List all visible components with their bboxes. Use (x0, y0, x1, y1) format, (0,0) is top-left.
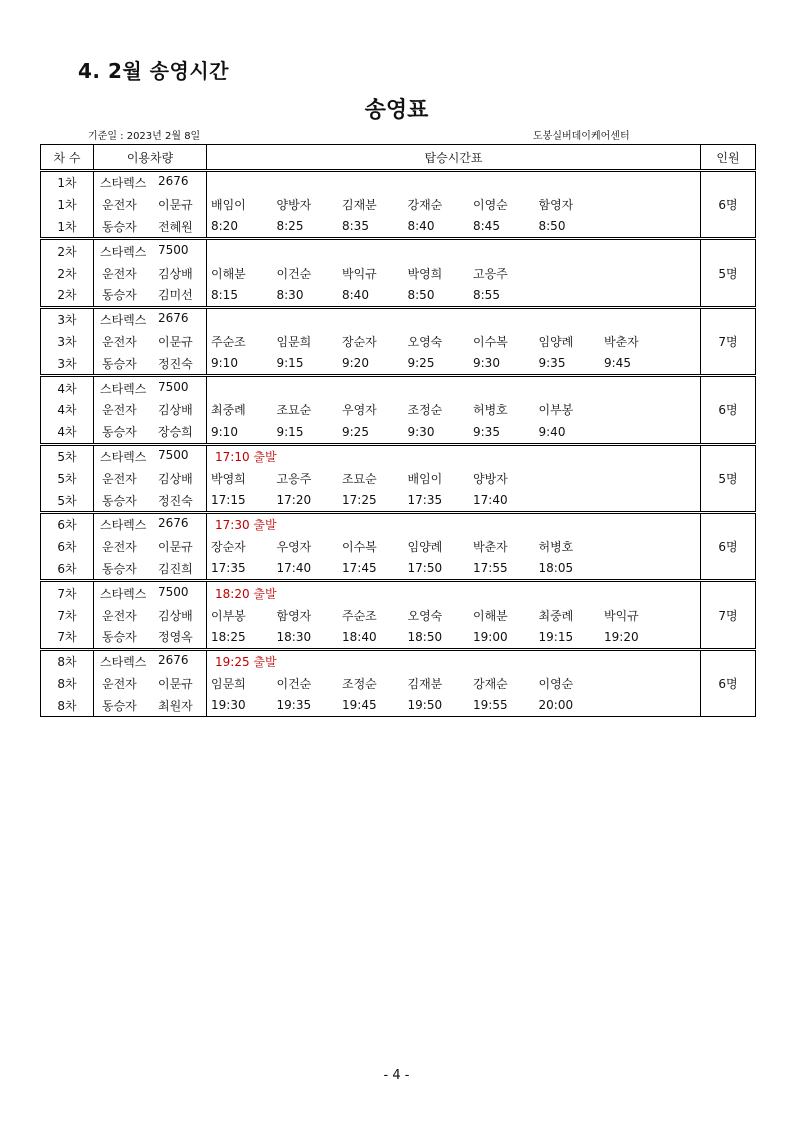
base-date: 기준일 : 2023년 2월 8일 (88, 131, 201, 142)
trip-label: 6차 (41, 512, 94, 535)
passenger-name: 강재순 (407, 198, 443, 213)
trip-label: 4차 (41, 399, 94, 421)
passenger-name: 박춘자 (604, 334, 639, 349)
aide-name: 정영옥 (158, 630, 193, 645)
passenger-name: 임양례 (538, 334, 574, 349)
aide-cell (94, 489, 207, 512)
passenger-name: 조묘순 (342, 471, 377, 486)
trip-label: 8차 (41, 673, 94, 695)
driver-name: 김상배 (158, 608, 193, 623)
vehicle-cell (94, 649, 207, 672)
passenger-name: 박영희 (407, 266, 443, 281)
aide-name: 최원자 (158, 698, 193, 713)
trip-group-row (41, 376, 756, 399)
aide-cell (94, 421, 207, 444)
passenger-name: 최중례 (211, 403, 246, 418)
passenger-name: 장순자 (342, 334, 377, 349)
passenger-name: 이부봉 (211, 608, 246, 623)
passenger-name: 함영자 (538, 198, 574, 213)
aide-role: 동승자 (102, 630, 137, 645)
pickup-time: 17:55 (473, 561, 508, 576)
aide-cell (94, 352, 207, 375)
passenger-name: 오영숙 (407, 334, 443, 349)
driver-role: 운전자 (102, 676, 137, 691)
passenger-name: 박춘자 (473, 540, 508, 555)
pickup-time: 8:40 (407, 219, 435, 234)
driver-role: 운전자 (102, 471, 137, 486)
header-schedule: 탑승시간표 (207, 145, 701, 171)
vehicle-cell (94, 512, 207, 535)
vehicle-cell (94, 239, 207, 262)
passenger-name: 이건순 (276, 266, 312, 281)
aide-cell (94, 626, 207, 649)
pickup-time: 17:45 (342, 561, 377, 576)
aide-name: 장승희 (158, 425, 193, 440)
passenger-name: 우영자 (276, 540, 312, 555)
departure-cell (207, 307, 701, 330)
passenger-count: 7명 (701, 581, 756, 649)
passenger-count: 6명 (701, 376, 756, 444)
car-number: 2676 (158, 653, 189, 668)
pickup-time: 8:45 (473, 219, 500, 234)
pickup-time: 9:25 (407, 356, 435, 371)
aide-role: 동승자 (102, 425, 137, 440)
passenger-name: 이해분 (473, 608, 508, 623)
pickup-time: 8:20 (211, 219, 238, 234)
trip-label: 3차 (41, 331, 94, 353)
passenger-name: 강재순 (473, 676, 508, 691)
aide-cell (94, 216, 207, 239)
passenger-name: 오영숙 (407, 608, 443, 623)
pickup-time: 9:30 (473, 356, 500, 371)
passenger-name: 허병호 (473, 403, 508, 418)
pickup-time: 19:20 (604, 629, 639, 644)
section-title: 4. 2월 송영시간 (78, 59, 229, 83)
passenger-name: 주순조 (211, 334, 246, 349)
passenger-name: 박익규 (342, 266, 377, 281)
aide-name: 정진숙 (158, 356, 193, 371)
pickup-time: 19:45 (342, 698, 377, 713)
vehicle-name: 스타렉스 (100, 176, 147, 191)
departure-cell (207, 512, 701, 535)
driver-name: 김상배 (158, 266, 193, 281)
pickup-time: 9:15 (276, 356, 304, 371)
passenger-name: 최중례 (538, 608, 574, 623)
pickup-time: 17:25 (342, 493, 377, 508)
trip-names-row (41, 604, 756, 626)
driver-role: 운전자 (102, 540, 137, 555)
names-cell (207, 399, 701, 421)
departure-note (211, 244, 215, 258)
trip-names-row (41, 262, 756, 284)
departure-note: 19:25 출발 (215, 655, 277, 670)
center-name: 도봉실버데이케어센터 (533, 131, 630, 142)
trip-group-row (41, 581, 756, 604)
trip-label: 8차 (41, 649, 94, 672)
trip-times-row (41, 421, 756, 444)
pickup-time: 8:30 (276, 287, 304, 302)
pickup-time: 17:35 (407, 493, 443, 508)
trip-label: 1차 (41, 194, 94, 216)
trip-label: 7차 (41, 626, 94, 649)
pickup-time: 8:55 (473, 287, 500, 302)
driver-name: 김상배 (158, 471, 193, 486)
trip-label: 3차 (41, 352, 94, 375)
departure-cell (207, 444, 701, 467)
passenger-name: 이해분 (211, 266, 246, 281)
passenger-count: 6명 (701, 512, 756, 580)
driver-cell (94, 536, 207, 558)
car-number: 7500 (158, 379, 189, 394)
pickup-time: 9:10 (211, 424, 238, 439)
trip-label: 8차 (41, 694, 94, 716)
passenger-name: 함영자 (276, 608, 312, 623)
driver-role: 운전자 (102, 608, 137, 623)
aide-role: 동승자 (102, 356, 137, 371)
passenger-name: 이수복 (473, 334, 508, 349)
vehicle-cell (94, 171, 207, 194)
page-number: - 4 - (383, 1068, 410, 1083)
departure-cell (207, 376, 701, 399)
trip-names-row (41, 673, 756, 695)
vehicle-name: 스타렉스 (100, 655, 147, 670)
pickup-time: 17:15 (211, 493, 246, 508)
trip-group-row (41, 239, 756, 262)
car-number: 7500 (158, 584, 189, 599)
car-number: 2676 (158, 516, 189, 531)
aide-role: 동승자 (102, 493, 137, 508)
pickup-time: 17:20 (276, 493, 312, 508)
trip-label: 2차 (41, 262, 94, 284)
trip-label: 5차 (41, 444, 94, 467)
passenger-name: 고응주 (276, 471, 312, 486)
driver-name: 이문규 (158, 540, 193, 555)
times-cell (207, 421, 701, 444)
trip-label: 5차 (41, 467, 94, 489)
car-number: 2676 (158, 311, 189, 326)
trip-times-row (41, 489, 756, 512)
aide-role: 동승자 (102, 698, 137, 713)
aide-name: 김미선 (158, 288, 193, 303)
aide-cell (94, 694, 207, 716)
table-header-row (41, 145, 756, 171)
passenger-name: 이부봉 (538, 403, 574, 418)
trip-names-row (41, 399, 756, 421)
passenger-name: 조정순 (407, 403, 443, 418)
times-cell (207, 489, 701, 512)
car-number: 7500 (158, 242, 189, 257)
trip-names-row (41, 331, 756, 353)
trip-group-row (41, 307, 756, 330)
pickup-time: 18:05 (538, 561, 574, 576)
header-vehicle: 이용차량 (94, 145, 207, 171)
passenger-count: 6명 (701, 171, 756, 239)
aide-role: 동승자 (102, 288, 137, 303)
names-cell (207, 536, 701, 558)
departure-cell (207, 581, 701, 604)
pickup-time: 19:30 (211, 698, 246, 713)
trip-label: 4차 (41, 421, 94, 444)
pickup-time: 19:50 (407, 698, 443, 713)
trip-times-row (41, 216, 756, 239)
vehicle-name: 스타렉스 (100, 586, 147, 601)
trip-label: 1차 (41, 216, 94, 239)
departure-note (211, 176, 215, 190)
aide-cell (94, 284, 207, 307)
trip-label: 7차 (41, 581, 94, 604)
pickup-time: 19:15 (538, 629, 574, 644)
driver-cell (94, 604, 207, 626)
departure-note: 17:10 출발 (215, 449, 277, 464)
passenger-name: 김재분 (342, 198, 377, 213)
vehicle-name: 스타렉스 (100, 449, 147, 464)
driver-cell (94, 399, 207, 421)
departure-cell (207, 239, 701, 262)
car-number: 2676 (158, 174, 189, 189)
passenger-name: 양방자 (473, 471, 508, 486)
passenger-name: 양방자 (276, 198, 312, 213)
aide-name: 정진숙 (158, 493, 193, 508)
trip-times-row (41, 694, 756, 716)
pickup-time: 9:40 (538, 424, 566, 439)
driver-name: 이문규 (158, 334, 193, 349)
times-cell (207, 284, 701, 307)
departure-cell (207, 649, 701, 672)
passenger-name: 고응주 (473, 266, 508, 281)
vehicle-cell (94, 307, 207, 330)
trip-label: 7차 (41, 604, 94, 626)
passenger-name: 장순자 (211, 540, 246, 555)
driver-cell (94, 331, 207, 353)
passenger-name: 임문희 (211, 676, 246, 691)
vehicle-name: 스타렉스 (100, 381, 147, 396)
driver-cell (94, 194, 207, 216)
aide-cell (94, 558, 207, 581)
pickup-time: 9:15 (276, 424, 304, 439)
trip-label: 5차 (41, 489, 94, 512)
aide-name: 김진희 (158, 561, 193, 576)
departure-note: 18:20 출발 (215, 586, 277, 601)
pickup-time: 18:50 (407, 629, 443, 644)
trip-label: 6차 (41, 558, 94, 581)
driver-cell (94, 262, 207, 284)
pickup-time: 8:15 (211, 287, 238, 302)
times-cell (207, 216, 701, 239)
trip-names-row (41, 536, 756, 558)
trip-times-row (41, 352, 756, 375)
driver-name: 이문규 (158, 198, 193, 213)
passenger-name: 주순조 (342, 608, 377, 623)
pickup-time: 9:30 (407, 424, 435, 439)
pickup-time: 19:35 (276, 698, 312, 713)
driver-name: 김상배 (158, 403, 193, 418)
pickup-time: 17:35 (211, 561, 246, 576)
passenger-count: 5명 (701, 239, 756, 307)
passenger-name: 배임이 (407, 471, 443, 486)
pickup-time: 17:50 (407, 561, 443, 576)
vehicle-cell (94, 581, 207, 604)
trip-label: 3차 (41, 307, 94, 330)
passenger-name: 박익규 (604, 608, 639, 623)
trip-names-row (41, 194, 756, 216)
aide-role: 동승자 (102, 219, 137, 234)
trip-group-row (41, 649, 756, 672)
pickup-time: 17:40 (276, 561, 312, 576)
departure-cell (207, 171, 701, 194)
passenger-name: 박영희 (211, 471, 246, 486)
passenger-name: 허병호 (538, 540, 574, 555)
passenger-count: 7명 (701, 307, 756, 375)
times-cell (207, 626, 701, 649)
driver-name: 이문규 (158, 676, 193, 691)
pickup-time: 9:20 (342, 356, 369, 371)
pickup-time: 19:00 (473, 629, 508, 644)
pickup-time: 18:40 (342, 629, 377, 644)
pickup-time: 8:35 (342, 219, 369, 234)
driver-role: 운전자 (102, 266, 137, 281)
trip-group-row (41, 171, 756, 194)
vehicle-cell (94, 444, 207, 467)
pickup-time: 9:10 (211, 356, 238, 371)
names-cell (207, 194, 701, 216)
names-cell (207, 673, 701, 695)
pickup-time: 8:50 (407, 287, 435, 302)
trip-times-row (41, 558, 756, 581)
names-cell (207, 604, 701, 626)
pickup-time: 18:25 (211, 629, 246, 644)
pickup-time: 20:00 (538, 698, 574, 713)
header-count: 인원 (701, 145, 756, 171)
vehicle-name: 스타렉스 (100, 313, 147, 328)
vehicle-cell (94, 376, 207, 399)
pickup-time: 9:45 (604, 356, 631, 371)
car-number: 7500 (158, 447, 189, 462)
passenger-name: 이건순 (276, 676, 312, 691)
trip-label: 4차 (41, 376, 94, 399)
passenger-name: 임문희 (276, 334, 312, 349)
driver-role: 운전자 (102, 334, 137, 349)
passenger-count: 6명 (701, 649, 756, 716)
driver-cell (94, 467, 207, 489)
pickup-time: 18:30 (276, 629, 312, 644)
passenger-name: 배임이 (211, 198, 246, 213)
departure-note: 17:30 출발 (215, 518, 277, 533)
pickup-time: 9:35 (538, 356, 566, 371)
passenger-name: 이수복 (342, 540, 377, 555)
document-title: 송영표 (364, 98, 429, 123)
driver-cell (94, 673, 207, 695)
driver-role: 운전자 (102, 403, 137, 418)
passenger-name: 임양례 (407, 540, 443, 555)
trip-label: 1차 (41, 171, 94, 194)
aide-role: 동승자 (102, 561, 137, 576)
passenger-name: 김재분 (407, 676, 443, 691)
pickup-time: 9:25 (342, 424, 369, 439)
trip-label: 2차 (41, 239, 94, 262)
pickup-time: 17:40 (473, 493, 508, 508)
passenger-name: 조정순 (342, 676, 377, 691)
pickup-time: 8:50 (538, 219, 566, 234)
names-cell (207, 262, 701, 284)
schedule-table (40, 144, 756, 717)
times-cell (207, 558, 701, 581)
passenger-count: 5명 (701, 444, 756, 512)
times-cell (207, 694, 701, 716)
passenger-name: 우영자 (342, 403, 377, 418)
departure-note (211, 381, 215, 395)
pickup-time: 8:25 (276, 219, 304, 234)
names-cell (207, 331, 701, 353)
pickup-time: 19:55 (473, 698, 508, 713)
pickup-time: 8:40 (342, 287, 369, 302)
pickup-time: 9:35 (473, 424, 500, 439)
passenger-name: 이영순 (538, 676, 574, 691)
trip-names-row (41, 467, 756, 489)
passenger-name: 조묘순 (276, 403, 312, 418)
trip-label: 6차 (41, 536, 94, 558)
departure-note (211, 313, 215, 327)
aide-name: 전혜원 (158, 219, 193, 234)
times-cell (207, 352, 701, 375)
trip-label: 2차 (41, 284, 94, 307)
passenger-name: 이영순 (473, 198, 508, 213)
vehicle-name: 스타렉스 (100, 518, 147, 533)
trip-times-row (41, 284, 756, 307)
trip-group-row (41, 444, 756, 467)
header-trip: 차 수 (41, 145, 94, 171)
vehicle-name: 스타렉스 (100, 244, 147, 259)
trip-group-row (41, 512, 756, 535)
driver-role: 운전자 (102, 198, 137, 213)
names-cell (207, 467, 701, 489)
trip-times-row (41, 626, 756, 649)
